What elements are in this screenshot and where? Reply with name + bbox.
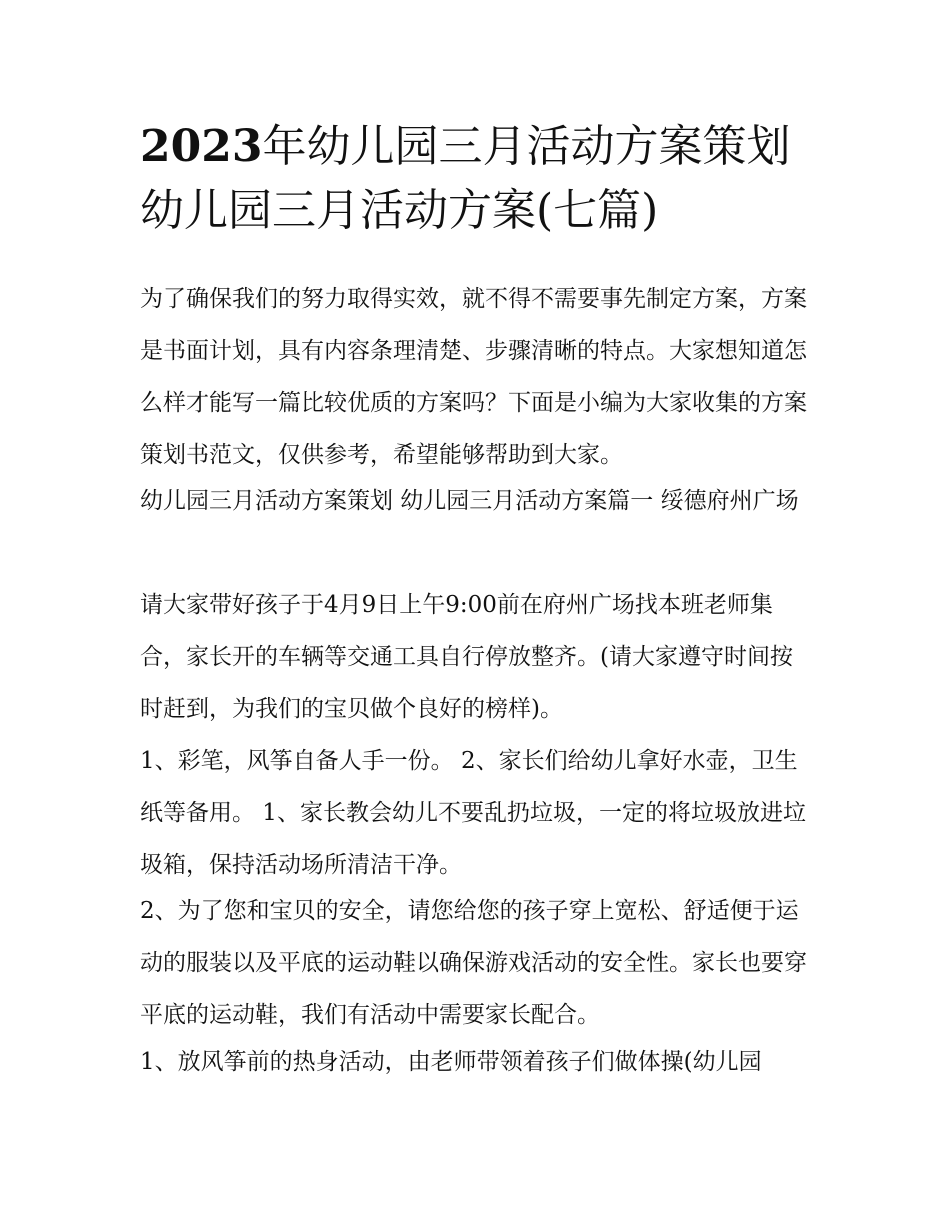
preparation-paragraph: 1、彩笔，风筝自备人手一份。 2、家长们给幼儿拿好水壶，卫生纸等备用。 1、家长教会幼儿不要乱扔垃圾，一定的将垃圾放进垃圾箱，保持活动场所清洁干净。 bbox=[140, 748, 806, 878]
safety-paragraph: 2、为了您和宝贝的安全，请您给您的孩子穿上宽松、舒适便于运动的服装以及平底的运动鞋以确保游戏活动的安全性。家长也要穿平底的运动鞋，我们有活动中需要家长配合。 bbox=[140, 898, 807, 1028]
title-text: 年幼儿园三月活动方案策划 幼儿园三月活动方案(七篇) bbox=[140, 121, 791, 236]
gathering-paragraph: 请大家带好孩子于4月9日上午9:00前在府州广场找本班老师集合，家长开的车辆等交通工具自行停放整齐。(请大家遵守时间按时赶到，为我们的宝贝做个良好的榜样)。 bbox=[140, 592, 793, 722]
title-year: 2023 bbox=[140, 121, 263, 172]
document-title bbox=[140, 115, 820, 243]
activity-paragraph: 1、放风筝前的热身活动，由老师带领着孩子们做体操(幼儿园 bbox=[140, 1049, 762, 1075]
intro-paragraph: 为了确保我们的努力取得实效，就不得不需要事先制定方案，方案是书面计划，具有内容条理清楚、步骤清晰的特点。大家想知道怎么样才能写一篇比较优质的方案吗？下面是小编为大家收集的方案策划书范文，仅供参考，希望能够帮助到大家。 bbox=[140, 286, 807, 468]
section-heading-paragraph: 幼儿园三月活动方案策划 幼儿园三月活动方案篇一 绥德府州广场 bbox=[140, 488, 799, 514]
